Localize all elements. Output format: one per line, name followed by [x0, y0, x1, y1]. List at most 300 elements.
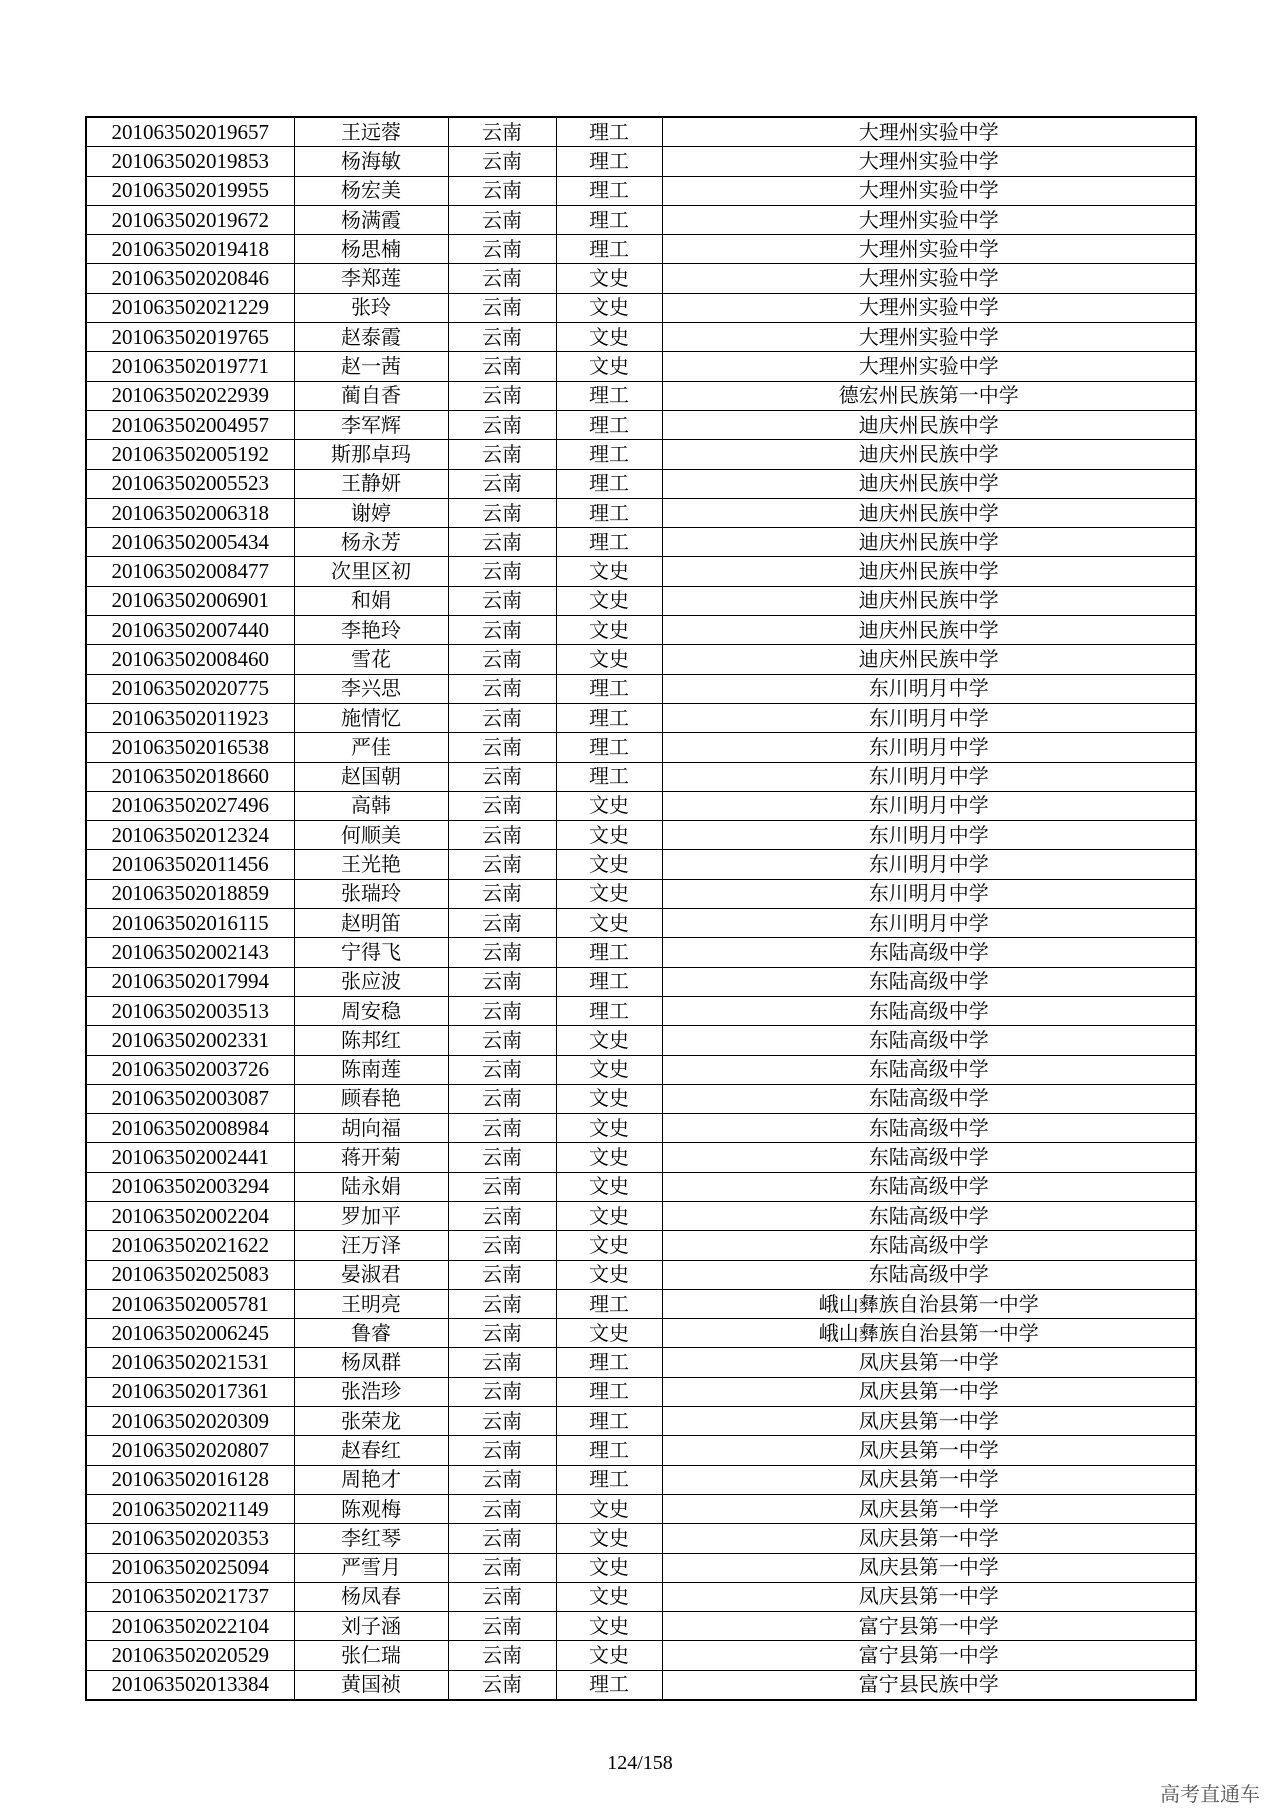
- table-row: [86, 117, 1196, 147]
- school-cell: 东陆高级中学: [662, 1260, 1196, 1289]
- school-cell: 东陆高级中学: [662, 967, 1196, 996]
- candidate-id-cell: 201063502011923: [86, 703, 294, 732]
- table-row: [86, 1172, 1196, 1201]
- candidate-id-cell: 201063502019657: [86, 117, 294, 147]
- candidate-id-cell: 201063502019672: [86, 205, 294, 234]
- table-row: [86, 1582, 1196, 1611]
- table-row: [86, 1641, 1196, 1670]
- table-row: [86, 1494, 1196, 1523]
- category-cell: 理工: [556, 1465, 662, 1494]
- category-cell: 文史: [556, 1260, 662, 1289]
- name-cell: 李郑莲: [294, 264, 448, 293]
- category-cell: 文史: [556, 1026, 662, 1055]
- province-cell: 云南: [448, 1026, 556, 1055]
- candidate-id-cell: 201063502005781: [86, 1289, 294, 1318]
- category-cell: 理工: [556, 410, 662, 439]
- table-row: [86, 1026, 1196, 1055]
- province-cell: 云南: [448, 1582, 556, 1611]
- table-row: [86, 616, 1196, 645]
- name-cell: 何顺美: [294, 821, 448, 850]
- candidate-id-cell: 201063502008460: [86, 645, 294, 674]
- school-cell: 东川明月中学: [662, 821, 1196, 850]
- candidate-id-cell: 201063502020309: [86, 1407, 294, 1436]
- name-cell: 刘子涵: [294, 1612, 448, 1641]
- candidate-id-cell: 201063502005192: [86, 440, 294, 469]
- table-row: [86, 996, 1196, 1025]
- name-cell: 蒋开菊: [294, 1143, 448, 1172]
- school-cell: 东陆高级中学: [662, 1172, 1196, 1201]
- table-row: [86, 498, 1196, 527]
- table-row: [86, 469, 1196, 498]
- candidate-id-cell: 201063502003087: [86, 1084, 294, 1113]
- category-cell: 理工: [556, 1670, 662, 1700]
- table-row: [86, 762, 1196, 791]
- name-cell: 高韩: [294, 791, 448, 820]
- province-cell: 云南: [448, 176, 556, 205]
- province-cell: 云南: [448, 1055, 556, 1084]
- category-cell: 文史: [556, 1641, 662, 1670]
- school-cell: 凤庆县第一中学: [662, 1348, 1196, 1377]
- candidate-id-cell: 201063502005434: [86, 528, 294, 557]
- province-cell: 云南: [448, 938, 556, 967]
- school-cell: 大理州实验中学: [662, 293, 1196, 322]
- school-cell: 迪庆州民族中学: [662, 586, 1196, 615]
- province-cell: 云南: [448, 235, 556, 264]
- candidate-id-cell: 201063502008984: [86, 1114, 294, 1143]
- province-cell: 云南: [448, 1641, 556, 1670]
- province-cell: 云南: [448, 1612, 556, 1641]
- province-cell: 云南: [448, 616, 556, 645]
- candidate-table: [85, 116, 1197, 1701]
- candidate-id-cell: 201063502025083: [86, 1260, 294, 1289]
- school-cell: 迪庆州民族中学: [662, 498, 1196, 527]
- candidate-id-cell: 201063502027496: [86, 791, 294, 820]
- name-cell: 陈南莲: [294, 1055, 448, 1084]
- province-cell: 云南: [448, 791, 556, 820]
- school-cell: 东川明月中学: [662, 850, 1196, 879]
- province-cell: 云南: [448, 147, 556, 176]
- category-cell: 文史: [556, 557, 662, 586]
- table-row: [86, 645, 1196, 674]
- name-cell: 杨海敏: [294, 147, 448, 176]
- table-row: [86, 1612, 1196, 1641]
- candidate-id-cell: 201063502020353: [86, 1524, 294, 1553]
- table-row: [86, 293, 1196, 322]
- name-cell: 胡向福: [294, 1114, 448, 1143]
- school-cell: 大理州实验中学: [662, 205, 1196, 234]
- category-cell: 理工: [556, 1348, 662, 1377]
- school-cell: 东川明月中学: [662, 703, 1196, 732]
- table-row: [86, 703, 1196, 732]
- school-cell: 凤庆县第一中学: [662, 1436, 1196, 1465]
- school-cell: 峨山彝族自治县第一中学: [662, 1319, 1196, 1348]
- province-cell: 云南: [448, 323, 556, 352]
- candidate-id-cell: 201063502020775: [86, 674, 294, 703]
- province-cell: 云南: [448, 645, 556, 674]
- table-row: [86, 323, 1196, 352]
- table-row: [86, 1114, 1196, 1143]
- province-cell: 云南: [448, 909, 556, 938]
- province-cell: 云南: [448, 293, 556, 322]
- table-row: [86, 733, 1196, 762]
- name-cell: 汪万泽: [294, 1231, 448, 1260]
- candidate-id-cell: 201063502017361: [86, 1377, 294, 1406]
- school-cell: 东川明月中学: [662, 733, 1196, 762]
- table-row: [86, 1260, 1196, 1289]
- name-cell: 和娟: [294, 586, 448, 615]
- name-cell: 李兴思: [294, 674, 448, 703]
- school-cell: 大理州实验中学: [662, 147, 1196, 176]
- province-cell: 云南: [448, 821, 556, 850]
- school-cell: 大理州实验中学: [662, 323, 1196, 352]
- school-cell: 东川明月中学: [662, 791, 1196, 820]
- category-cell: 文史: [556, 1582, 662, 1611]
- name-cell: 赵泰霞: [294, 323, 448, 352]
- category-cell: 理工: [556, 1377, 662, 1406]
- category-cell: 文史: [556, 293, 662, 322]
- table-row: [86, 938, 1196, 967]
- province-cell: 云南: [448, 1084, 556, 1113]
- page-number: 124/158: [607, 1752, 673, 1774]
- table-row: [86, 176, 1196, 205]
- candidate-id-cell: 201063502016538: [86, 733, 294, 762]
- name-cell: 谢婷: [294, 498, 448, 527]
- province-cell: 云南: [448, 1465, 556, 1494]
- province-cell: 云南: [448, 762, 556, 791]
- name-cell: 张玲: [294, 293, 448, 322]
- school-cell: 大理州实验中学: [662, 117, 1196, 147]
- table-row: [86, 1465, 1196, 1494]
- school-cell: 东陆高级中学: [662, 938, 1196, 967]
- table-row: [86, 1231, 1196, 1260]
- name-cell: 赵一茜: [294, 352, 448, 381]
- name-cell: 宁得飞: [294, 938, 448, 967]
- candidate-id-cell: 201063502016115: [86, 909, 294, 938]
- province-cell: 云南: [448, 352, 556, 381]
- category-cell: 理工: [556, 762, 662, 791]
- category-cell: 理工: [556, 1289, 662, 1318]
- province-cell: 云南: [448, 674, 556, 703]
- category-cell: 文史: [556, 616, 662, 645]
- name-cell: 杨凤群: [294, 1348, 448, 1377]
- category-cell: 文史: [556, 1084, 662, 1113]
- school-cell: 东陆高级中学: [662, 996, 1196, 1025]
- school-cell: 迪庆州民族中学: [662, 410, 1196, 439]
- province-cell: 云南: [448, 586, 556, 615]
- candidate-id-cell: 201063502019955: [86, 176, 294, 205]
- candidate-id-cell: 201063502002331: [86, 1026, 294, 1055]
- school-cell: 东川明月中学: [662, 879, 1196, 908]
- name-cell: 张瑞玲: [294, 879, 448, 908]
- school-cell: 德宏州民族第一中学: [662, 381, 1196, 410]
- province-cell: 云南: [448, 205, 556, 234]
- name-cell: 王光艳: [294, 850, 448, 879]
- school-cell: 迪庆州民族中学: [662, 528, 1196, 557]
- table-row: [86, 352, 1196, 381]
- candidate-id-cell: 201063502021229: [86, 293, 294, 322]
- name-cell: 鲁睿: [294, 1319, 448, 1348]
- category-cell: 文史: [556, 1114, 662, 1143]
- category-cell: 理工: [556, 967, 662, 996]
- candidate-id-cell: 201063502003294: [86, 1172, 294, 1201]
- candidate-id-cell: 201063502020529: [86, 1641, 294, 1670]
- table-row: [86, 1670, 1196, 1700]
- name-cell: 施情忆: [294, 703, 448, 732]
- category-cell: 文史: [556, 1319, 662, 1348]
- school-cell: 迪庆州民族中学: [662, 557, 1196, 586]
- name-cell: 严雪月: [294, 1553, 448, 1582]
- name-cell: 赵明笛: [294, 909, 448, 938]
- table-row: [86, 440, 1196, 469]
- candidate-id-cell: 201063502019853: [86, 147, 294, 176]
- candidate-id-cell: 201063502006318: [86, 498, 294, 527]
- table-row: [86, 1436, 1196, 1465]
- category-cell: 理工: [556, 117, 662, 147]
- province-cell: 云南: [448, 1231, 556, 1260]
- name-cell: 罗加平: [294, 1201, 448, 1230]
- name-cell: 张仁瑞: [294, 1641, 448, 1670]
- table-row: [86, 557, 1196, 586]
- school-cell: 迪庆州民族中学: [662, 440, 1196, 469]
- school-cell: 富宁县民族中学: [662, 1670, 1196, 1700]
- school-cell: 凤庆县第一中学: [662, 1494, 1196, 1523]
- province-cell: 云南: [448, 498, 556, 527]
- category-cell: 理工: [556, 381, 662, 410]
- province-cell: 云南: [448, 1201, 556, 1230]
- school-cell: 凤庆县第一中学: [662, 1582, 1196, 1611]
- province-cell: 云南: [448, 1407, 556, 1436]
- name-cell: 周艳才: [294, 1465, 448, 1494]
- candidate-id-cell: 201063502017994: [86, 967, 294, 996]
- candidate-id-cell: 201063502005523: [86, 469, 294, 498]
- school-cell: 大理州实验中学: [662, 352, 1196, 381]
- candidate-id-cell: 201063502006245: [86, 1319, 294, 1348]
- name-cell: 斯那卓玛: [294, 440, 448, 469]
- province-cell: 云南: [448, 528, 556, 557]
- name-cell: 陆永娟: [294, 1172, 448, 1201]
- name-cell: 王远蓉: [294, 117, 448, 147]
- province-cell: 云南: [448, 1436, 556, 1465]
- table-row: [86, 1348, 1196, 1377]
- category-cell: 理工: [556, 235, 662, 264]
- category-cell: 理工: [556, 996, 662, 1025]
- table-row: [86, 586, 1196, 615]
- table-row: [86, 821, 1196, 850]
- province-cell: 云南: [448, 440, 556, 469]
- table-row: [86, 1377, 1196, 1406]
- table-row: [86, 1143, 1196, 1172]
- name-cell: 张浩珍: [294, 1377, 448, 1406]
- province-cell: 云南: [448, 967, 556, 996]
- table-row: [86, 147, 1196, 176]
- category-cell: 理工: [556, 176, 662, 205]
- province-cell: 云南: [448, 703, 556, 732]
- school-cell: 大理州实验中学: [662, 235, 1196, 264]
- table-row: [86, 1319, 1196, 1348]
- category-cell: 文史: [556, 645, 662, 674]
- table-row: [86, 1055, 1196, 1084]
- name-cell: 李艳玲: [294, 616, 448, 645]
- candidate-id-cell: 201063502018660: [86, 762, 294, 791]
- table-row: [86, 674, 1196, 703]
- name-cell: 周安稳: [294, 996, 448, 1025]
- candidate-id-cell: 201063502004957: [86, 410, 294, 439]
- candidate-id-cell: 201063502003513: [86, 996, 294, 1025]
- name-cell: 王明亮: [294, 1289, 448, 1318]
- watermark: 高考直通车: [1160, 1782, 1260, 1806]
- category-cell: 理工: [556, 528, 662, 557]
- school-cell: 东川明月中学: [662, 762, 1196, 791]
- candidate-id-cell: 201063502022104: [86, 1612, 294, 1641]
- name-cell: 张荣龙: [294, 1407, 448, 1436]
- table-row: [86, 909, 1196, 938]
- province-cell: 云南: [448, 469, 556, 498]
- candidate-id-cell: 201063502021531: [86, 1348, 294, 1377]
- province-cell: 云南: [448, 264, 556, 293]
- name-cell: 李红琴: [294, 1524, 448, 1553]
- province-cell: 云南: [448, 410, 556, 439]
- table-row: [86, 205, 1196, 234]
- province-cell: 云南: [448, 1494, 556, 1523]
- category-cell: 理工: [556, 469, 662, 498]
- school-cell: 迪庆州民族中学: [662, 469, 1196, 498]
- school-cell: 东陆高级中学: [662, 1026, 1196, 1055]
- table-row: [86, 1553, 1196, 1582]
- name-cell: 赵春红: [294, 1436, 448, 1465]
- school-cell: 东陆高级中学: [662, 1231, 1196, 1260]
- province-cell: 云南: [448, 733, 556, 762]
- name-cell: 雪花: [294, 645, 448, 674]
- province-cell: 云南: [448, 1114, 556, 1143]
- province-cell: 云南: [448, 1524, 556, 1553]
- category-cell: 理工: [556, 147, 662, 176]
- table-row: [86, 791, 1196, 820]
- name-cell: 杨思楠: [294, 235, 448, 264]
- category-cell: 文史: [556, 352, 662, 381]
- school-cell: 凤庆县第一中学: [662, 1553, 1196, 1582]
- candidate-id-cell: 201063502002143: [86, 938, 294, 967]
- table-row: [86, 967, 1196, 996]
- name-cell: 赵国朝: [294, 762, 448, 791]
- category-cell: 理工: [556, 205, 662, 234]
- candidate-id-cell: 201063502021622: [86, 1231, 294, 1260]
- table-row: [86, 879, 1196, 908]
- candidate-id-cell: 201063502002204: [86, 1201, 294, 1230]
- candidate-id-cell: 201063502016128: [86, 1465, 294, 1494]
- candidate-id-cell: 201063502019765: [86, 323, 294, 352]
- category-cell: 文史: [556, 1553, 662, 1582]
- province-cell: 云南: [448, 381, 556, 410]
- name-cell: 杨满霞: [294, 205, 448, 234]
- category-cell: 理工: [556, 440, 662, 469]
- name-cell: 晏淑君: [294, 1260, 448, 1289]
- province-cell: 云南: [448, 1172, 556, 1201]
- table-row: [86, 1289, 1196, 1318]
- candidate-id-cell: 201063502007440: [86, 616, 294, 645]
- category-cell: 文史: [556, 879, 662, 908]
- school-cell: 凤庆县第一中学: [662, 1524, 1196, 1553]
- province-cell: 云南: [448, 1143, 556, 1172]
- category-cell: 理工: [556, 674, 662, 703]
- school-cell: 大理州实验中学: [662, 176, 1196, 205]
- candidate-id-cell: 201063502025094: [86, 1553, 294, 1582]
- province-cell: 云南: [448, 1289, 556, 1318]
- school-cell: 东陆高级中学: [662, 1084, 1196, 1113]
- school-cell: 富宁县第一中学: [662, 1612, 1196, 1641]
- school-cell: 东川明月中学: [662, 674, 1196, 703]
- candidate-id-cell: 201063502013384: [86, 1670, 294, 1700]
- category-cell: 理工: [556, 1407, 662, 1436]
- school-cell: 迪庆州民族中学: [662, 645, 1196, 674]
- school-cell: 东陆高级中学: [662, 1143, 1196, 1172]
- table-row: [86, 1084, 1196, 1113]
- school-cell: 大理州实验中学: [662, 264, 1196, 293]
- name-cell: 杨永芳: [294, 528, 448, 557]
- school-cell: 迪庆州民族中学: [662, 616, 1196, 645]
- candidate-id-cell: 201063502012324: [86, 821, 294, 850]
- category-cell: 文史: [556, 850, 662, 879]
- category-cell: 文史: [556, 586, 662, 615]
- candidate-id-cell: 201063502019418: [86, 235, 294, 264]
- school-cell: 凤庆县第一中学: [662, 1407, 1196, 1436]
- name-cell: 李军辉: [294, 410, 448, 439]
- table-row: [86, 1524, 1196, 1553]
- name-cell: 次里区初: [294, 557, 448, 586]
- candidate-id-cell: 201063502006901: [86, 586, 294, 615]
- province-cell: 云南: [448, 879, 556, 908]
- table-row: [86, 850, 1196, 879]
- name-cell: 蔺自香: [294, 381, 448, 410]
- category-cell: 理工: [556, 498, 662, 527]
- candidate-id-cell: 201063502021737: [86, 1582, 294, 1611]
- table-row: [86, 1407, 1196, 1436]
- category-cell: 文史: [556, 1055, 662, 1084]
- category-cell: 理工: [556, 733, 662, 762]
- category-cell: 文史: [556, 1494, 662, 1523]
- province-cell: 云南: [448, 850, 556, 879]
- category-cell: 文史: [556, 323, 662, 352]
- category-cell: 理工: [556, 703, 662, 732]
- table-row: [86, 1201, 1196, 1230]
- school-cell: 东陆高级中学: [662, 1201, 1196, 1230]
- province-cell: 云南: [448, 1377, 556, 1406]
- category-cell: 理工: [556, 938, 662, 967]
- category-cell: 理工: [556, 1436, 662, 1465]
- category-cell: 文史: [556, 1172, 662, 1201]
- category-cell: 文史: [556, 821, 662, 850]
- name-cell: 张应波: [294, 967, 448, 996]
- name-cell: 黄国祯: [294, 1670, 448, 1700]
- category-cell: 文史: [556, 264, 662, 293]
- table-row: [86, 381, 1196, 410]
- name-cell: 严佳: [294, 733, 448, 762]
- name-cell: 杨宏美: [294, 176, 448, 205]
- school-cell: 峨山彝族自治县第一中学: [662, 1289, 1196, 1318]
- table-row: [86, 410, 1196, 439]
- candidate-id-cell: 201063502020846: [86, 264, 294, 293]
- candidate-id-cell: 201063502003726: [86, 1055, 294, 1084]
- school-cell: 东陆高级中学: [662, 1114, 1196, 1143]
- table-row: [86, 528, 1196, 557]
- school-cell: 凤庆县第一中学: [662, 1377, 1196, 1406]
- province-cell: 云南: [448, 1670, 556, 1700]
- candidate-id-cell: 201063502011456: [86, 850, 294, 879]
- category-cell: 文史: [556, 1612, 662, 1641]
- candidate-id-cell: 201063502020807: [86, 1436, 294, 1465]
- candidate-id-cell: 201063502002441: [86, 1143, 294, 1172]
- province-cell: 云南: [448, 996, 556, 1025]
- table-row: [86, 264, 1196, 293]
